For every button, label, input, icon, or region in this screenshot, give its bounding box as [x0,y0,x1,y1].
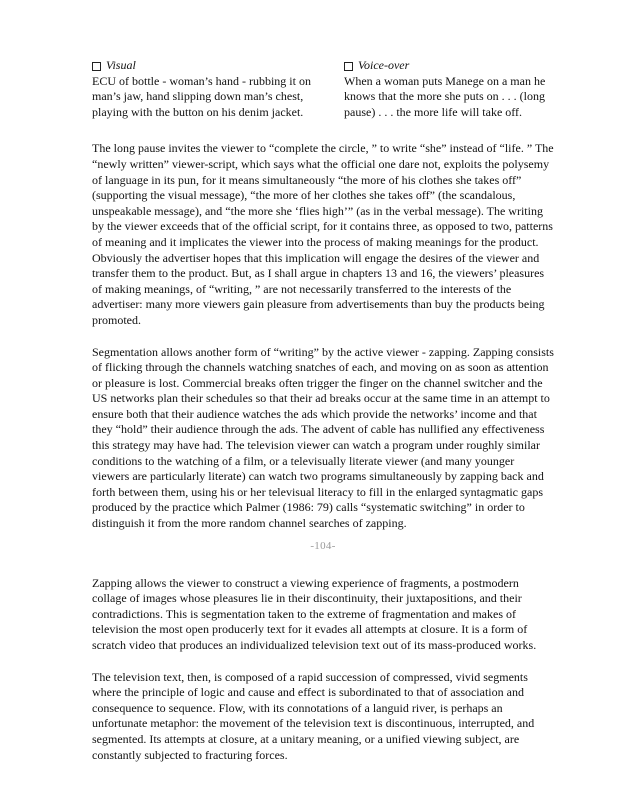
visual-heading [92,58,318,74]
page-content [92,58,554,763]
visual-text: ECU of bottle - woman’s hand - rubbing it on man’s jaw, hand slipping down man’s chest, playing with the button on his denim jacket. [92,73,311,119]
script-columns [92,58,554,120]
visual-heading-label: Visual [106,58,136,72]
paragraph-television-text: The television text, then, is composed of a rapid succession of compressed, vivid segments where the principle of logic and cause and effect is subordinated to that of association and consequence to sequence. Flow, with its connotations of a languid river, is perhaps an unfortunate metaphor: the movement of the television text is discontinuous, interrupted, and segmented. Its attempts at closure, at a unitary meaning, or a unified viewing subject, are constantly subjected to fracturing forces. [92,669,535,762]
voiceover-text: When a woman puts Manege on a man he knows that the more she puts on . . . (long pause) . . . the more life will take off. [344,73,546,119]
visual-column [92,58,318,120]
checkbox-square-icon [344,62,353,71]
checkbox-square-icon [92,62,101,71]
page-number: -104- [310,539,336,552]
voiceover-column [344,58,554,120]
paragraph-zapping: Zapping allows the viewer to construct a viewing experience of fragments, a postmodern collage of images whose pleasures lie in their discontinuity, their juxtapositions, and their contradictions. This is segmentation taken to the extreme of fragmentation and makes of television the most open producerly text for it evades all attempts at closure. It is a form of scratch video that produces an individualized television text out of its mass-produced works. [92,575,537,652]
voiceover-heading [344,58,554,74]
paragraph-long-pause: The long pause invites the viewer to “complete the circle, ” to write “she” instead of “life. ” The “newly written” viewer-script, which says what the official one dare not, exploits the polysemy of language in its pun, for it means simultaneously “the more of his clothes she takes off” (supporting the visual message), “the more of her clothes she takes off” (the scandalous, unspeakable message), and “the more she ‘flies high’” (as in the verbal message). The writing by the viewer exceeds that of the official script, for it contains three, as opposed to two, patterns of meaning and it implicates the viewer into the process of making meanings for the product. Obviously the advertiser hopes that this implication will engage the desires of the viewer and transfer them to the product. But, as I shall argue in chapters 13 and 16, the viewers’ pleasures of making meanings, of “writing, ” are not necessarily transferred to the interests of the advertiser: many more viewers gain pleasure from advertisements than buy the products being promoted. [92,141,554,327]
paragraph-segmentation: Segmentation allows another form of “writing” by the active viewer - zapping. Zapping consists of flicking through the channels watching snatches of each, and moving on as soon as attention or pleasure is lost. Commercial breaks often trigger the finger on the channel switcher and the US networks plan their schedules so that their ad breaks occur at the same time in an attempt to ensure both that their audience watches the ads which provide the networks’ income and that they “hold” their audience through the ads. The advent of cable has nullified any effectiveness this strategy may have had. The television viewer can watch a program under roughly similar conditions to the watching of a film, or a televisually literate viewer (and many younger viewers are particularly literate) can watch two programs simultaneously by zapping back and forth between them, using his or her televisual literacy to fill in the enlarged syntagmatic gaps produced by the practice which Palmer (1986: 79) calls “systematic switching” in order to distinguish it from the more random channel searches of zapping. [92,344,554,531]
voiceover-heading-label: Voice-over [358,58,410,72]
